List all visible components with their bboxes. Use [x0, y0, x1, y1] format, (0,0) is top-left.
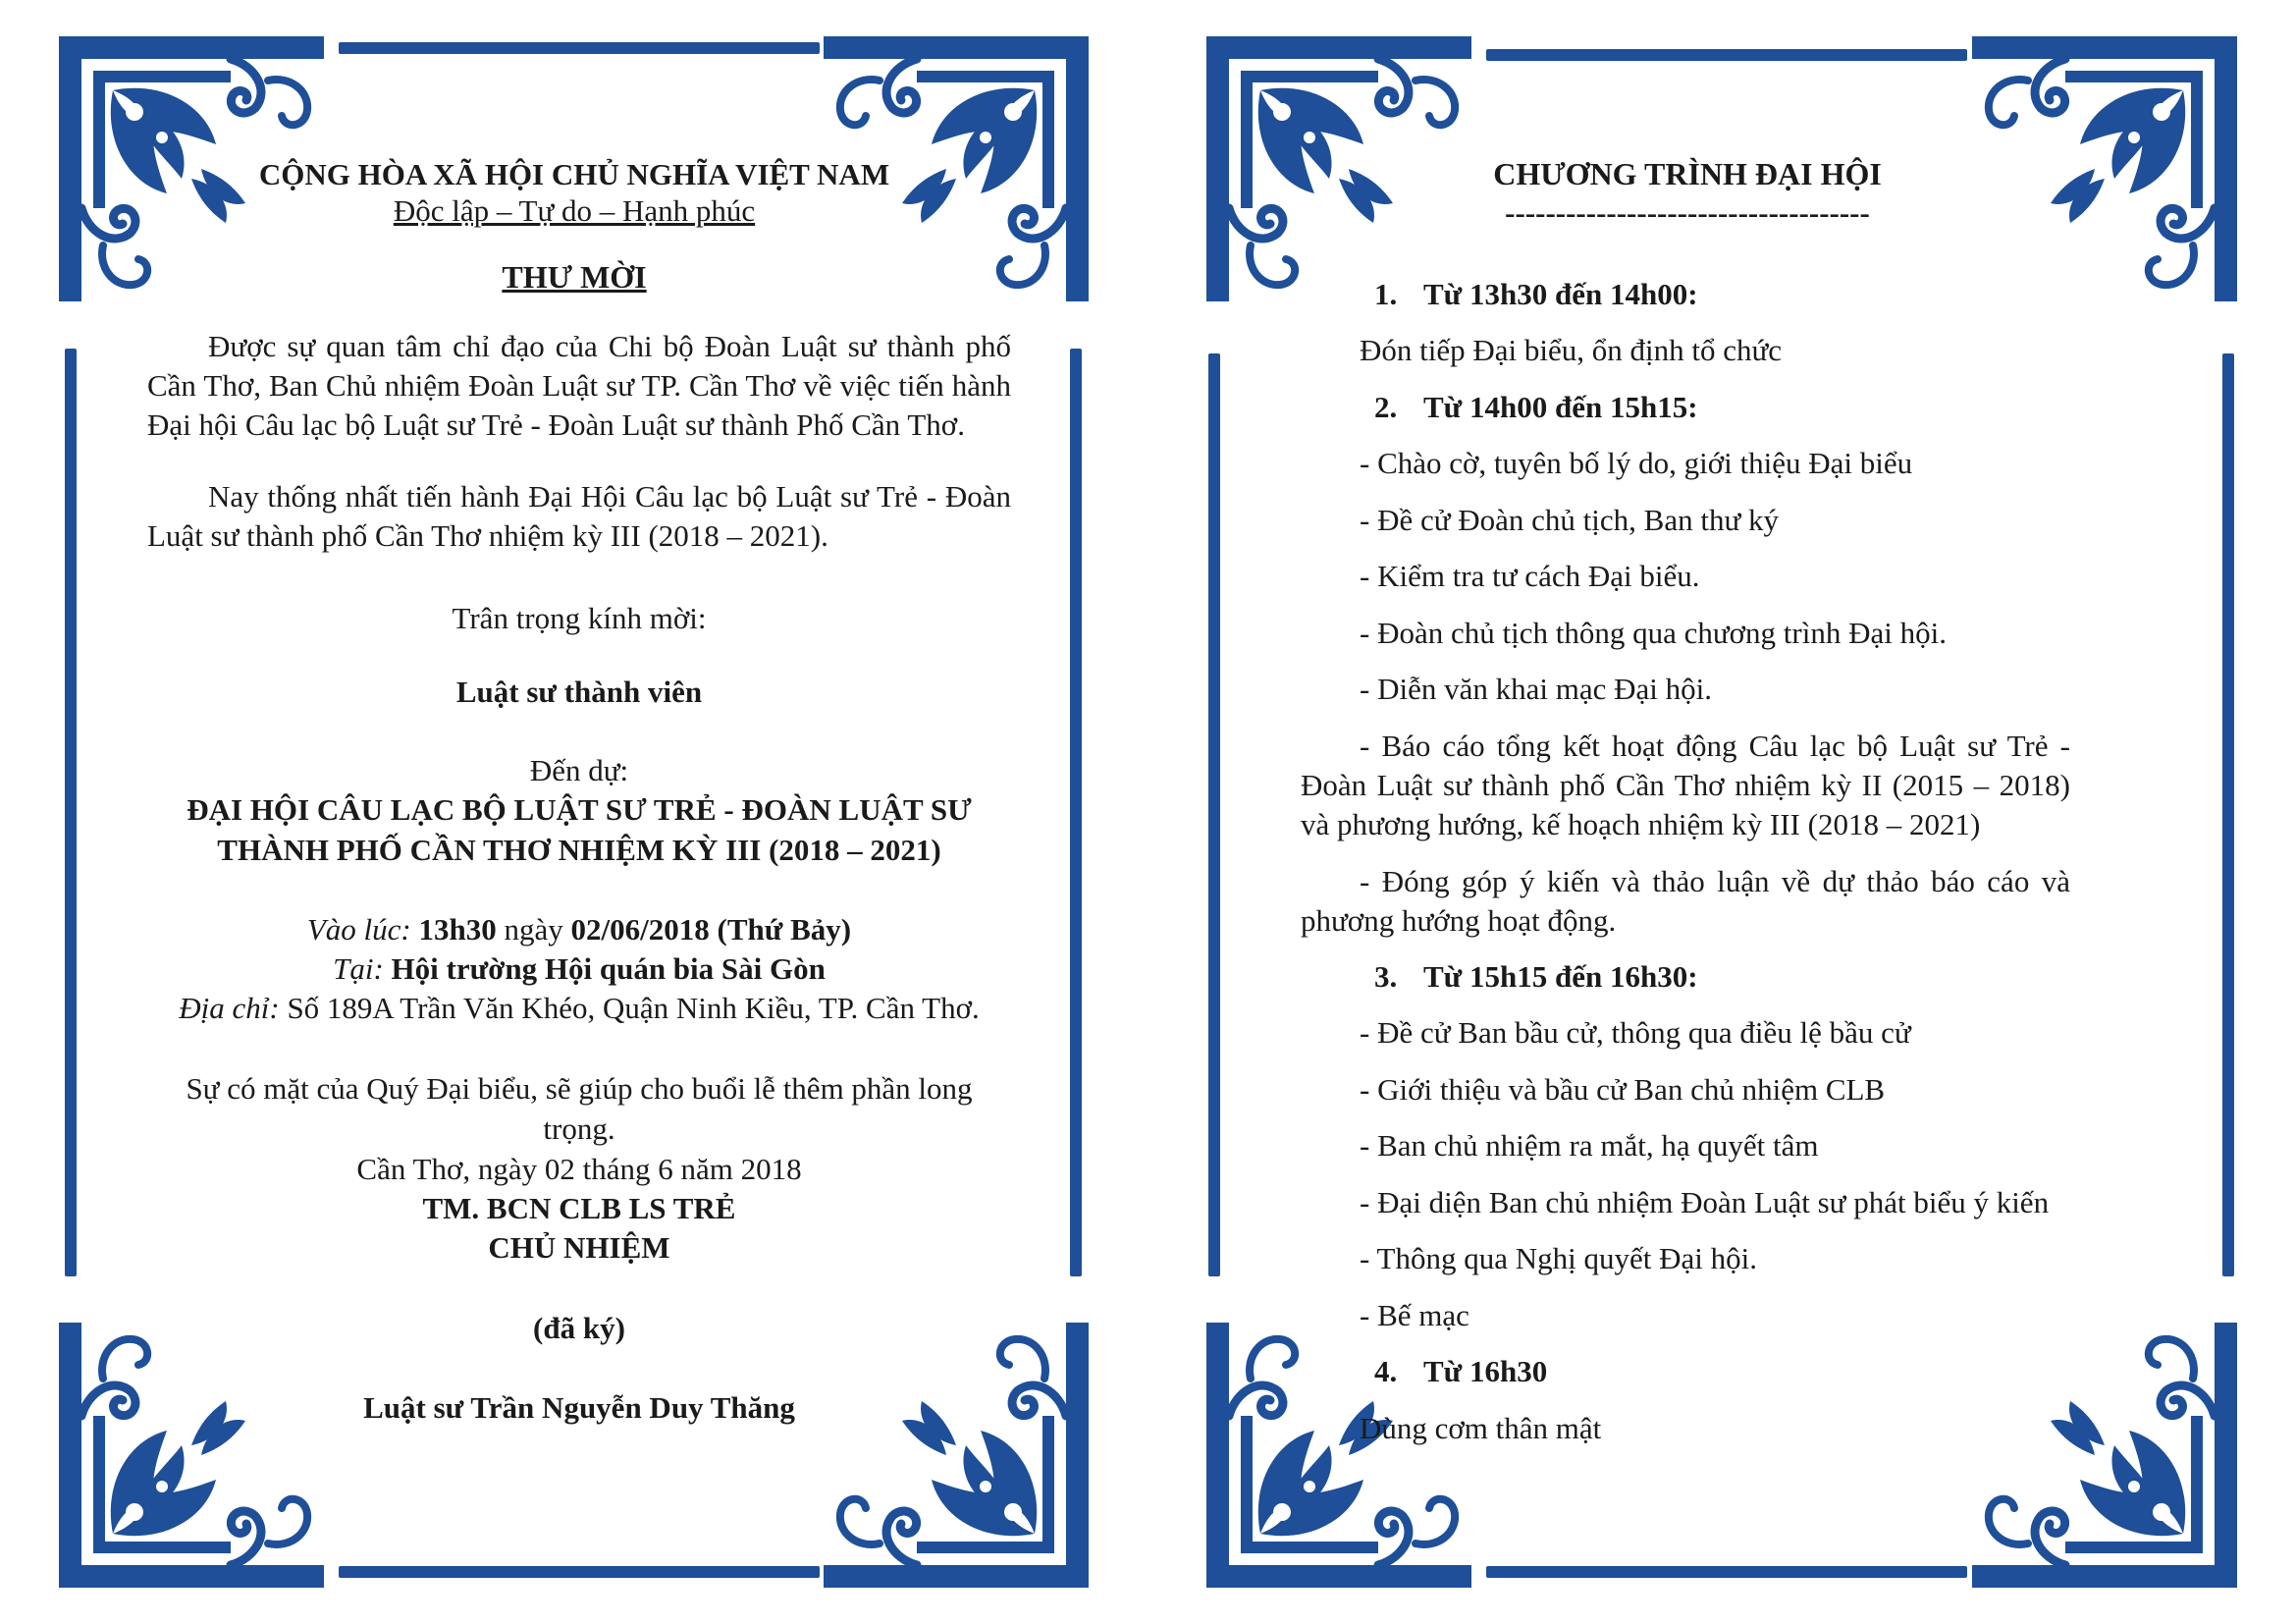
event-name: ĐẠI HỘI CÂU LẠC BỘ LUẬT SƯ TRẺ - ĐOÀN LUẬT SƯ THÀNH PHỐ CẦN THƠ NHIỆM KỲ III (2018 – 2021)	[187, 792, 972, 867]
event-place: Tại: Hội trường Hội quán bia Sài Gòn	[333, 951, 826, 986]
program-item: - Chào cờ, tuyên bố lý do, giới thiệu Đại biểu	[1360, 446, 1913, 480]
signed-note: (đã ký)	[533, 1311, 625, 1345]
frame-right-line	[1070, 349, 1082, 1276]
frame-bottom-line	[339, 1566, 820, 1578]
signer-name: Luật sư Trần Nguyễn Duy Thăng	[363, 1390, 795, 1425]
corner-ornament-icon	[1957, 22, 2252, 316]
program-item: Đón tiếp Đại biểu, ổn định tổ chức	[1360, 333, 1783, 367]
program-item: - Ban chủ nhiệm ra mắt, hạ quyết tâm	[1360, 1128, 1819, 1163]
intro-paragraph: Được sự quan tâm chỉ đạo của Chi bộ Đoàn Luật sư thành phố Cần Thơ, Ban Chủ nhiệm Đoàn Luật sư TP. Cần Thơ về việc tiến hành Đại hội Câu lạc bộ Luật sư Trẻ - Đoàn Luật sư thành Phố Cần Thơ.	[147, 329, 1011, 442]
program-item: - Thông qua Nghị quyết Đại hội.	[1360, 1241, 1757, 1275]
program-item: - Đề cử Đoàn chủ tịch, Ban thư ký	[1360, 503, 1780, 537]
dateline: Cần Thơ, ngày 02 tháng 6 năm 2018	[356, 1152, 802, 1186]
program-item: - Báo cáo tổng kết hoạt động Câu lạc bộ Luật sư Trẻ - Đoàn Luật sư thành phố Cần Thơ nhiệm kỳ II (2015 – 2018) và phương hướng, kế hoạch nhiệm kỳ III (2018 – 2021)	[1301, 729, 2070, 841]
program-item: - Kiểm tra tư cách Đại biểu.	[1360, 559, 1700, 593]
program-item: - Đoàn chủ tịch thông qua chương trình Đại hội.	[1360, 616, 1947, 650]
signature-role: CHỦ NHIỆM	[488, 1230, 670, 1265]
invitation-title: THƯ MỜI	[502, 259, 647, 295]
section-heading: 1. Từ 13h30 đến 14h00:	[1374, 277, 1698, 311]
program-item: - Giới thiệu và bầu cử Ban chủ nhiệm CLB	[1360, 1072, 1886, 1107]
signature-org: TM. BCN CLB LS TRẺ	[422, 1191, 736, 1225]
program-title: CHƯƠNG TRÌNH ĐẠI HỘI	[1493, 156, 1882, 191]
purpose-paragraph: Nay thống nhất tiến hành Đại Hội Câu lạc bộ Luật sư Trẻ - Đoàn Luật sư thành phố Cần Thơ nhiệm kỳ III (2018 – 2021).	[147, 479, 1011, 553]
event-address: Địa chỉ: Số 189A Trần Văn Khéo, Quận Ninh Kiều, TP. Cần Thơ.	[179, 991, 980, 1025]
frame-bottom-line	[1486, 1566, 1967, 1578]
guest-name: Luật sư thành viên	[455, 675, 703, 709]
program-item: - Bế mạc	[1360, 1298, 1469, 1332]
section-heading: 4. Từ 16h30	[1374, 1354, 1548, 1388]
frame-right-line	[2222, 353, 2234, 1276]
program-item: - Diễn văn khai mạc Đại hội.	[1360, 672, 1712, 706]
section-heading: 2. Từ 14h00 đến 15h15:	[1374, 390, 1698, 424]
frame-top-line	[339, 42, 820, 54]
attend-label: Đến dự:	[529, 753, 629, 787]
program-item: - Đại diện Ban chủ nhiệm Đoàn Luật sư phát biểu ý kiến	[1360, 1185, 2050, 1219]
motto: Độc lập – Tự do – Hạnh phúc	[393, 193, 756, 228]
program-page	[1148, 0, 2296, 1624]
corner-ornament-icon	[809, 1308, 1103, 1602]
program-item: - Đóng góp ý kiến và thảo luận về dự thảo báo cáo và phương hướng hoạt động.	[1301, 864, 2070, 938]
program-item: Dùng cơm thân mật	[1360, 1411, 1602, 1445]
section-heading: 3. Từ 15h15 đến 16h30:	[1374, 959, 1698, 994]
frame-top-line	[1486, 49, 1967, 61]
corner-ornament-icon	[44, 1308, 339, 1602]
program-divider: ------------------------------------	[1505, 195, 1870, 230]
frame-left-line	[65, 349, 77, 1276]
frame-left-line	[1208, 353, 1220, 1276]
closing-sentence: Sự có mặt của Quý Đại biểu, sẽ giúp cho buổi lễ thêm phần long trọng.	[186, 1071, 973, 1146]
greeting: Trân trọng kính mời:	[452, 601, 707, 635]
event-time: Vào lúc: 13h30 ngày 02/06/2018 (Thứ Bảy)	[306, 912, 852, 947]
program-item: - Đề cử Ban bầu cử, thông qua điều lệ bầu cử	[1360, 1015, 1911, 1050]
country-header: CỘNG HÒA XÃ HỘI CHỦ NGHĨA VIỆT NAM	[258, 157, 890, 191]
